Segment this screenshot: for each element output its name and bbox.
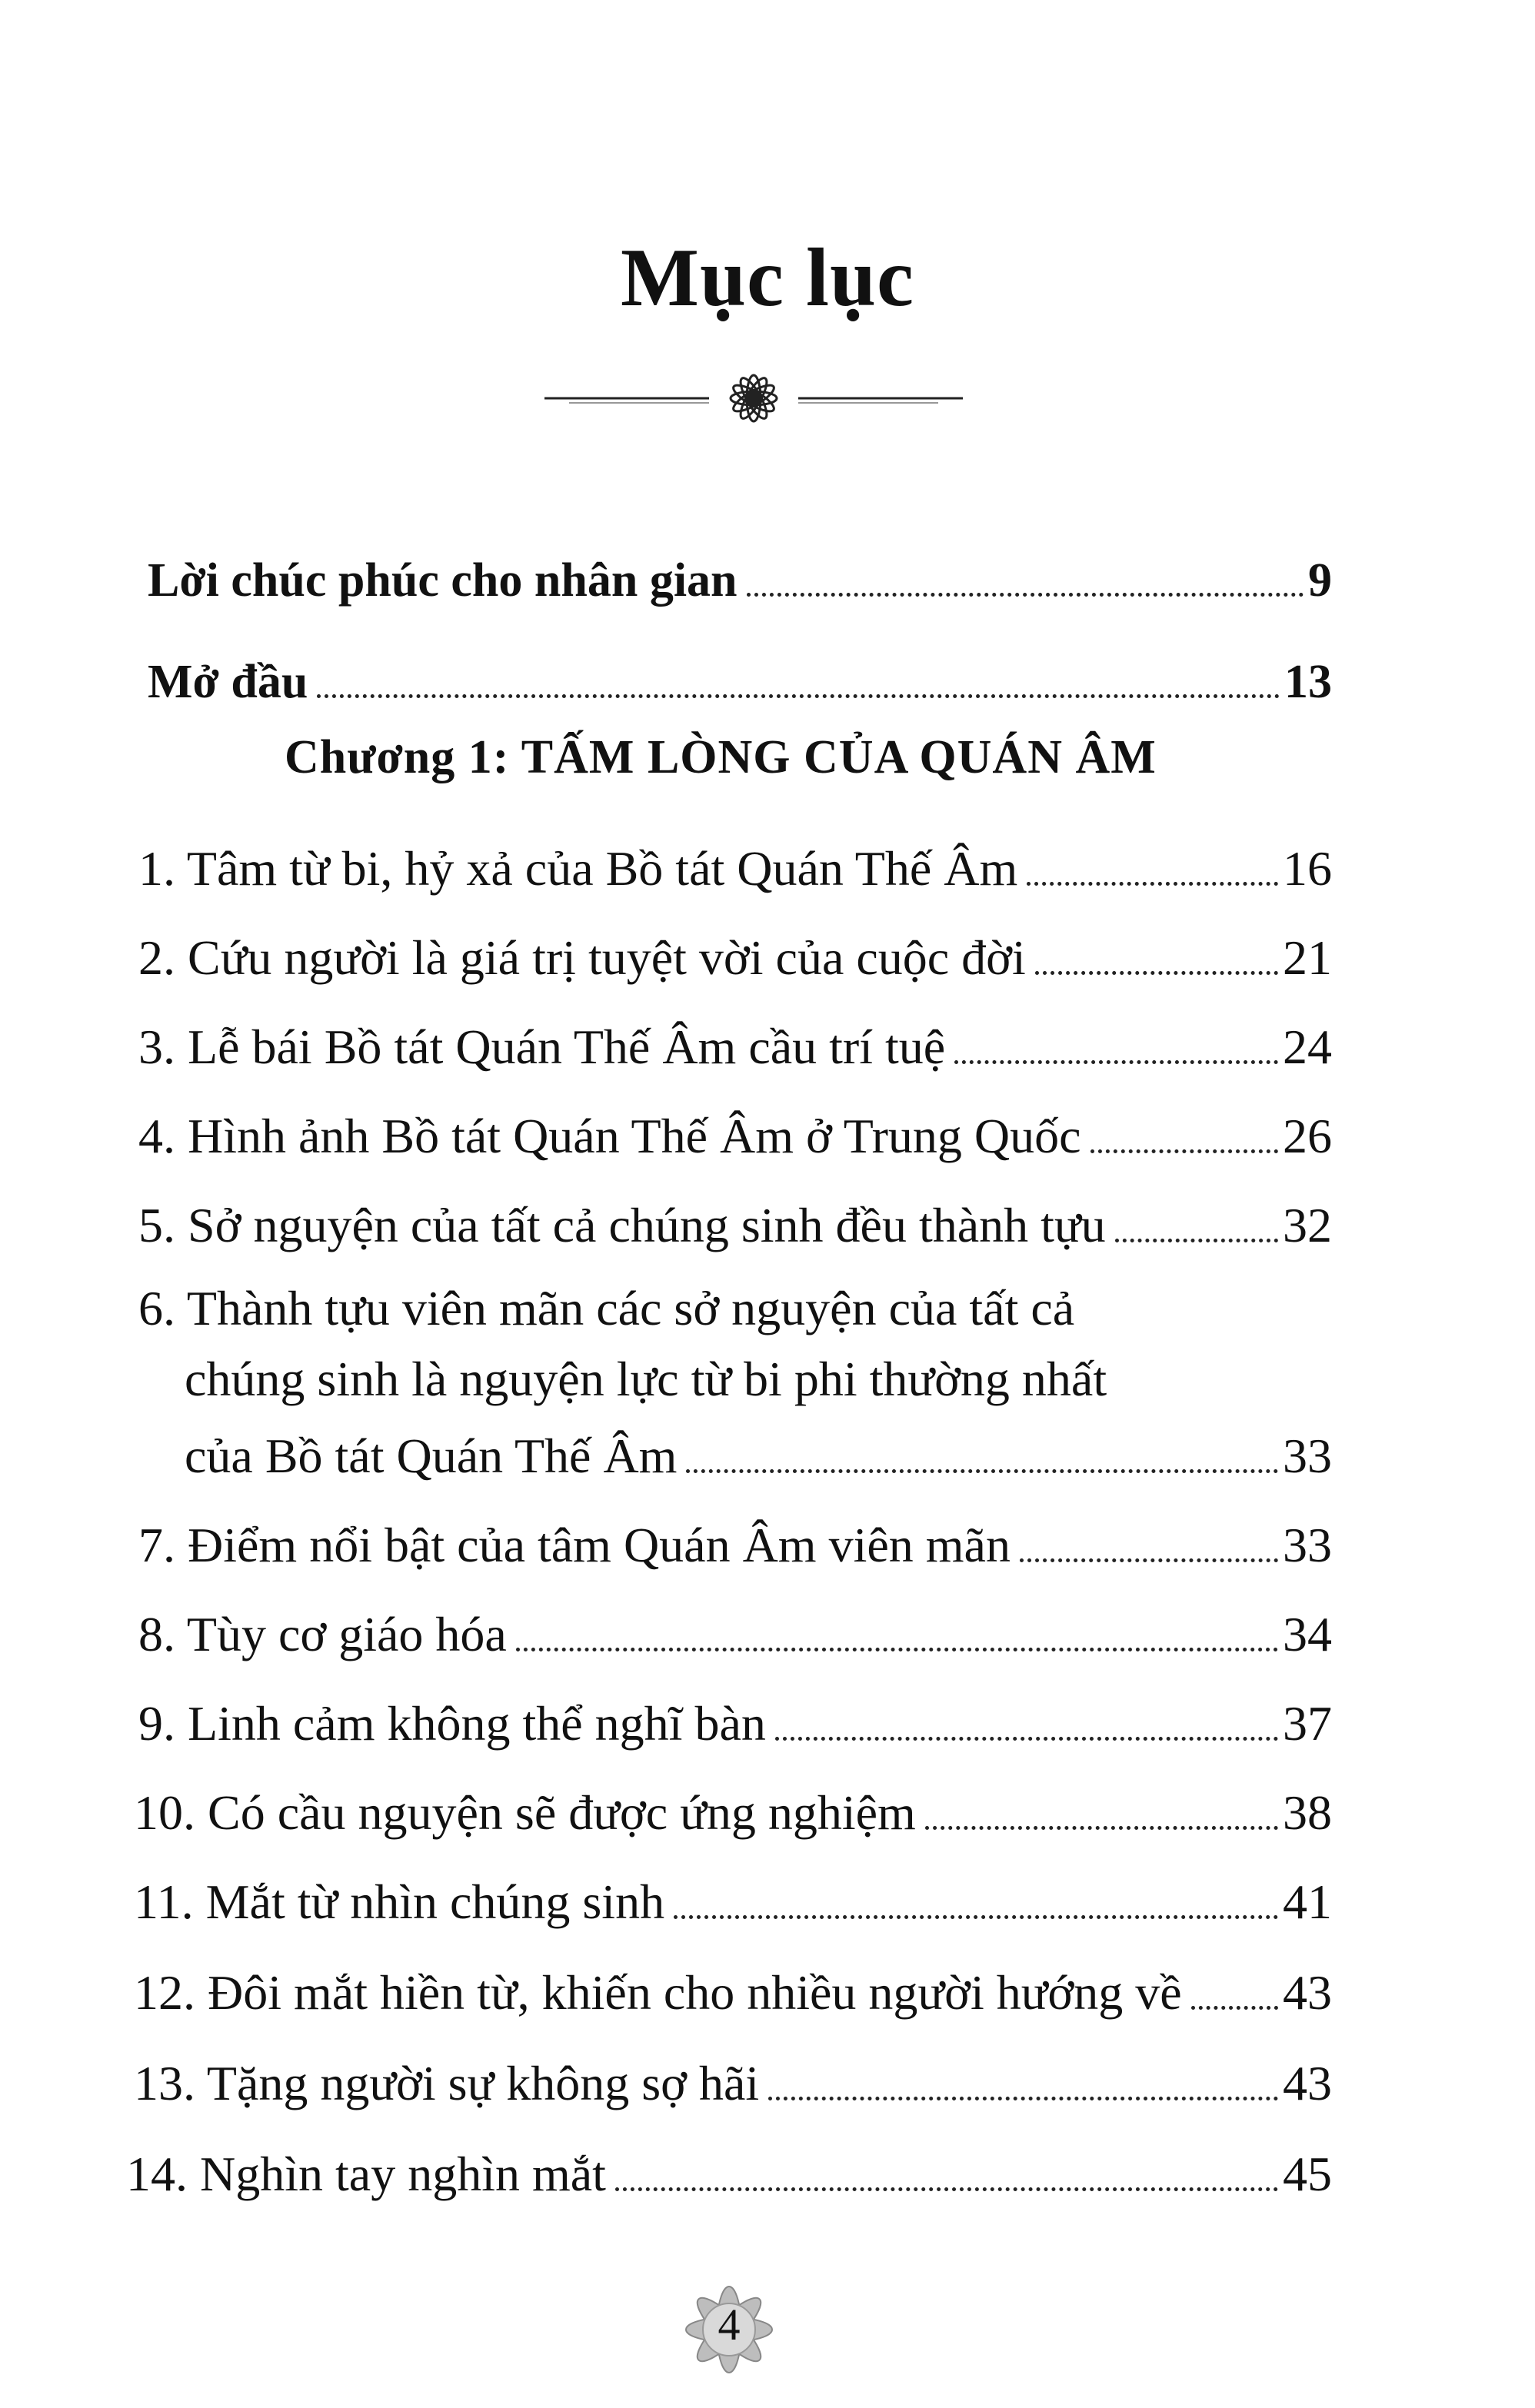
toc-entry-title: 14. Nghìn tay nghìn mắt	[126, 2147, 606, 2201]
dot-leader	[516, 1648, 1278, 1651]
dot-leader	[1090, 1149, 1279, 1153]
toc-entry-title: 2. Cứu người là giá trị tuyệt vời của cuộc đời	[138, 930, 1026, 985]
toc-entry-title: 5. Sở nguyện của tất cả chúng sinh đều thành tựu	[138, 1198, 1106, 1252]
dot-leader	[954, 1060, 1278, 1064]
lotus-divider-icon	[538, 363, 969, 432]
toc-page-number: 34	[1283, 1607, 1332, 1661]
toc-entry[interactable]	[185, 1407, 1332, 1481]
toc-entry[interactable]	[138, 1496, 1332, 1570]
toc-page-number: 13	[1284, 656, 1332, 708]
toc-page-number: 41	[1283, 1874, 1332, 1929]
toc-entry[interactable]	[138, 820, 1332, 896]
toc-entry-title: Mở đầu	[148, 656, 308, 708]
toc-entry[interactable]	[138, 1087, 1332, 1161]
dot-leader	[317, 694, 1280, 698]
toc-entry[interactable]	[138, 1675, 1332, 1751]
toc-page-number: 33	[1283, 1518, 1332, 1572]
dot-leader	[775, 1737, 1278, 1741]
page-number: 4	[718, 2300, 741, 2350]
dot-leader	[1115, 1239, 1278, 1242]
toc-entry[interactable]	[148, 530, 1332, 607]
dot-leader	[686, 1469, 1278, 1473]
page-footer	[675, 2276, 783, 2383]
toc-entry-title: 4. Hình ảnh Bồ tát Quán Thế Âm ở Trung Quốc	[138, 1109, 1081, 1163]
page-title: Mục lục	[621, 232, 914, 324]
dot-leader	[674, 1915, 1278, 1919]
toc-entry-title: 3. Lễ bái Bồ tát Quán Thế Âm cầu trí tuệ	[138, 1019, 946, 1074]
toc-entry[interactable]	[148, 632, 1332, 706]
toc-page-number: 24	[1283, 1019, 1332, 1074]
dot-leader	[747, 593, 1304, 597]
toc-entry-title: 9. Linh cảm không thể nghĩ bàn	[138, 1696, 766, 1751]
toc-entry[interactable]	[134, 1764, 1332, 1838]
toc-page-number: 21	[1283, 930, 1332, 985]
dot-leader	[1035, 971, 1278, 975]
toc-entry[interactable]	[138, 1585, 1332, 1659]
toc-entry[interactable]	[138, 909, 1332, 983]
toc-entry-line: chúng sinh là nguyện lực từ bi phi thường nhất	[185, 1352, 1107, 1406]
toc-page-number: 45	[1283, 2147, 1332, 2201]
toc-entry-title: của Bồ tát Quán Thế Âm	[185, 1429, 678, 1483]
toc-page-number: 26	[1283, 1109, 1332, 1163]
toc-entry-title: Lời chúc phúc cho nhân gian	[148, 554, 738, 607]
toc-entry-title: 11. Mắt từ nhìn chúng sinh	[134, 1874, 665, 1929]
dot-leader	[925, 1826, 1278, 1830]
toc-page-number: 32	[1283, 1198, 1332, 1252]
toc-entry-title: 1. Tâm từ bi, hỷ xả của Bồ tát Quán Thế Âm	[138, 841, 1018, 896]
toc-page-number: 43	[1283, 2056, 1332, 2110]
dot-leader	[615, 2187, 1278, 2191]
toc-entry-title: 12. Đôi mắt hiền từ, khiến cho nhiều người hướng về	[134, 1965, 1182, 2020]
dot-leader	[1020, 1558, 1278, 1562]
dot-leader	[1027, 882, 1278, 886]
toc-entry[interactable]	[134, 2034, 1332, 2108]
toc-entry-title: 13. Tặng người sự không sợ hãi	[134, 2056, 760, 2110]
toc-entry-line: 6. Thành tựu viên mãn các sở nguyện của tất cả	[138, 1281, 1075, 1335]
toc-page-number: 37	[1283, 1696, 1332, 1751]
toc-entry-title: 8. Tùy cơ giáo hóa	[138, 1607, 507, 1661]
chapter-heading: Chương 1: TẤM LÒNG CỦA QUÁN ÂM	[285, 731, 1157, 783]
dot-leader	[768, 2097, 1278, 2100]
toc-entry-title: 10. Có cầu nguyện sẽ được ứng nghiệm	[134, 1785, 916, 1840]
toc-entry[interactable]	[134, 1944, 1332, 2020]
toc-entry[interactable]	[138, 1176, 1332, 1250]
toc-page-number: 9	[1308, 554, 1332, 607]
toc-page-number: 33	[1283, 1429, 1332, 1483]
toc-entry-title: 7. Điểm nổi bật của tâm Quán Âm viên mãn	[138, 1518, 1011, 1572]
toc-page-number: 38	[1283, 1785, 1332, 1840]
toc-page-number: 43	[1283, 1965, 1332, 2020]
toc-entry[interactable]	[134, 1853, 1332, 1927]
toc-page-number: 16	[1283, 841, 1332, 896]
dot-leader	[1191, 2006, 1278, 2010]
toc-entry[interactable]	[138, 998, 1332, 1072]
toc-entry[interactable]	[126, 2125, 1332, 2199]
